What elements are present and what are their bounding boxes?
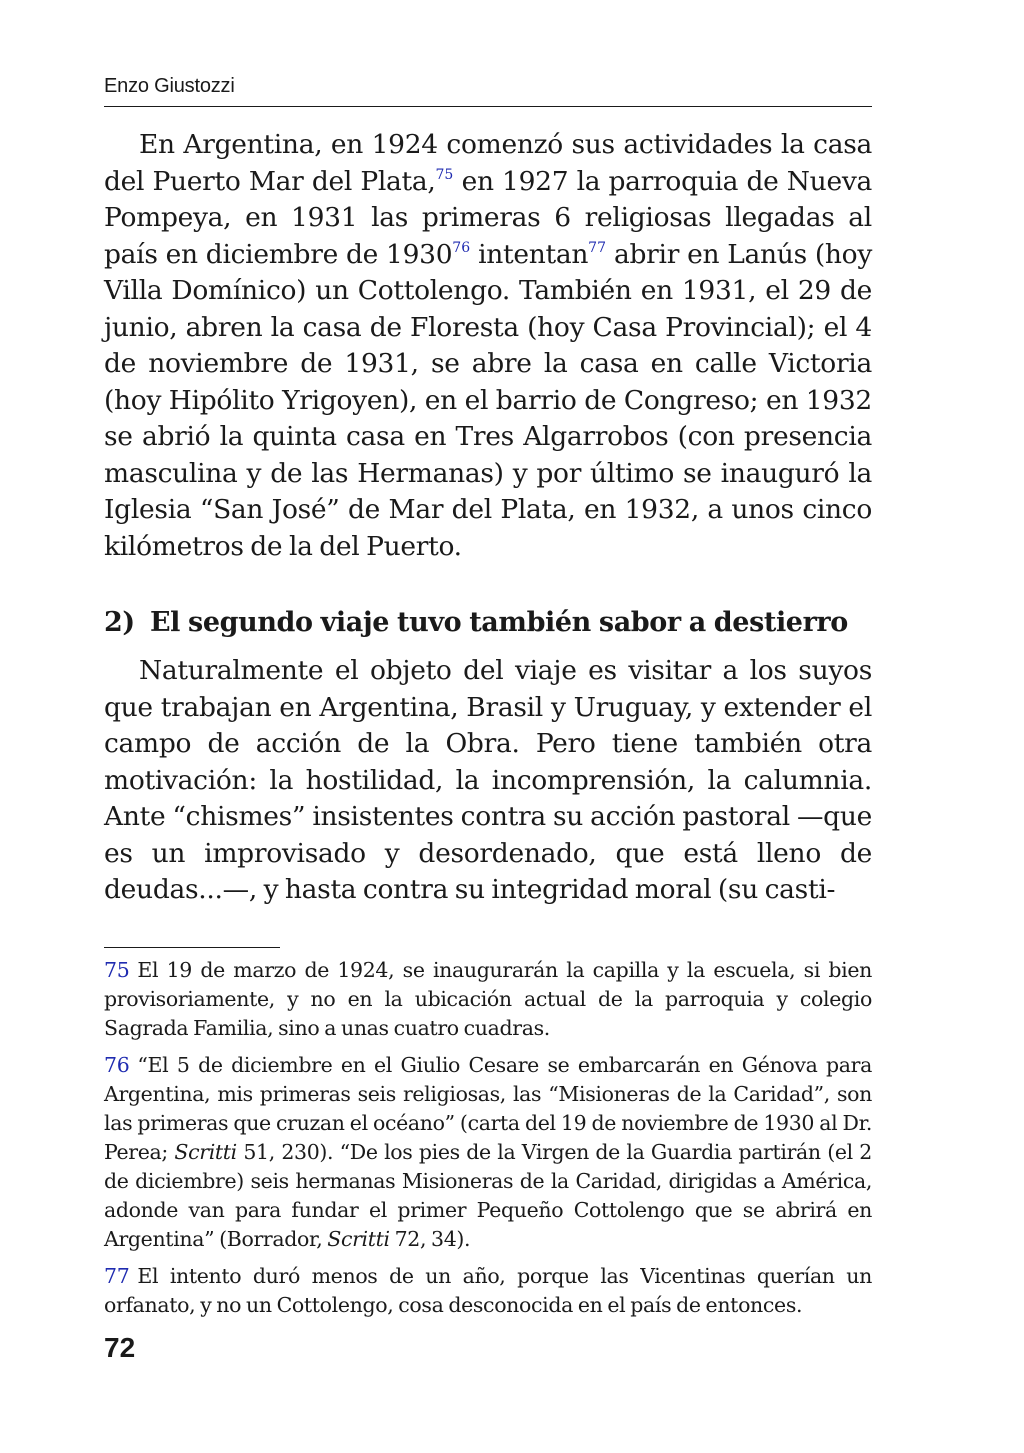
footnote-77: [104, 1262, 872, 1320]
paragraph-1-text-1: En Argentina, en 1924 comenzó sus actividades la casa del Puerto Mar del Plata,: [104, 129, 872, 197]
footnote-text-1: “El 5 de diciembre en el Giulio Cesare se embarcarán en Génova para Argentina, mis primeras seis religiosas, las “Misioneras de la Caridad”, son las primeras que cruzan el océano” (carta del 19 de noviembre de 1930 al Dr. Perea;: [104, 1052, 872, 1164]
paragraph-1-text-4: abrir en Lanús (hoy Villa Domínico) un Cottolengo. También en 1931, el 29 de junio, abren la casa de Floresta (hoy Casa Provincial); el 4 de noviembre de 1931, se abre la casa en calle Victoria (hoy Hipólito Yrigoyen), en el barrio de Congreso; en 1932 se abrió la quinta casa en Tres Algarrobos (con presencia masculina y de las Hermanas) y por último se inauguró la Iglesia “San José” de Mar del Plata, en 1932, a unos cinco kilómetros de la del Puerto.: [104, 238, 873, 562]
footnote-text: El 19 de marzo de 1924, se inaugurarán la capilla y la escuela, si bien provisoriamente, y no en la ubicación actual de la parroquia y colegio Sagrada Familia, sino a unas cuatro cuadras.: [104, 957, 872, 1040]
footnote-text-3: 72, 34).: [389, 1226, 471, 1251]
footnote-ref-77[interactable]: 77: [588, 239, 606, 256]
footnote-number[interactable]: 77: [104, 1263, 130, 1288]
body-paragraph-2: [104, 653, 872, 909]
section-title: El segundo viaje tuvo también sabor a destierro: [150, 607, 848, 638]
footnote-ref-75[interactable]: 75: [435, 166, 454, 183]
section-number: 2): [104, 607, 135, 638]
footnote-text-2: 51, 230). “De los pies de la Virgen de la Guardia partirán (el 2 de diciembre) seis hermanas Misioneras de la Caridad, dirigidas a América, adonde van para fundar el primer Pequeño Cottolengo que se abrirá en Argentina” (Borrador,: [104, 1139, 872, 1251]
footnote-italic-title: Scritti: [327, 1226, 390, 1251]
body-paragraph-1: [104, 127, 872, 565]
footnote-number[interactable]: 75: [104, 957, 130, 982]
footnote-ref-76[interactable]: 76: [452, 239, 471, 256]
paragraph-1-text-3: intentan: [470, 238, 589, 270]
footnote-text: El intento duró menos de un año, porque las Vicentinas querían un orfanato, y no un Cottolengo, cosa desconocida en el país de entonces.: [104, 1263, 872, 1317]
footnote-number[interactable]: 76: [104, 1052, 130, 1077]
author-name: Enzo Giustozzi: [104, 75, 235, 97]
book-page: [104, 72, 872, 1364]
section-heading: [104, 605, 872, 641]
page-number: 72: [104, 1331, 136, 1363]
footnote-76: [104, 1051, 872, 1254]
footnote-italic-title: Scritti: [174, 1139, 237, 1164]
paragraph-1-text-2: en 1927 la parroquia de Nueva Pompeya, en 1931 las primeras 6 religiosas llegadas al país en diciembre de 1930: [104, 165, 872, 270]
footnote-separator: [104, 947, 280, 948]
paragraph-2-text: Naturalmente el objeto del viaje es visitar a los suyos que trabajan en Argentina, Brasil y Uruguay, y extender el campo de acción de la Obra. Pero tiene también otra motivación: la hostilidad, la incomprensión, la calumnia. Ante “chismes” insistentes contra su acción pastoral —que es un improvisado y desordenado, que está lleno de deudas...—, y hasta contra su integridad moral (su casti-: [104, 655, 872, 905]
footnote-75: [104, 956, 872, 1043]
running-head: [104, 72, 872, 107]
